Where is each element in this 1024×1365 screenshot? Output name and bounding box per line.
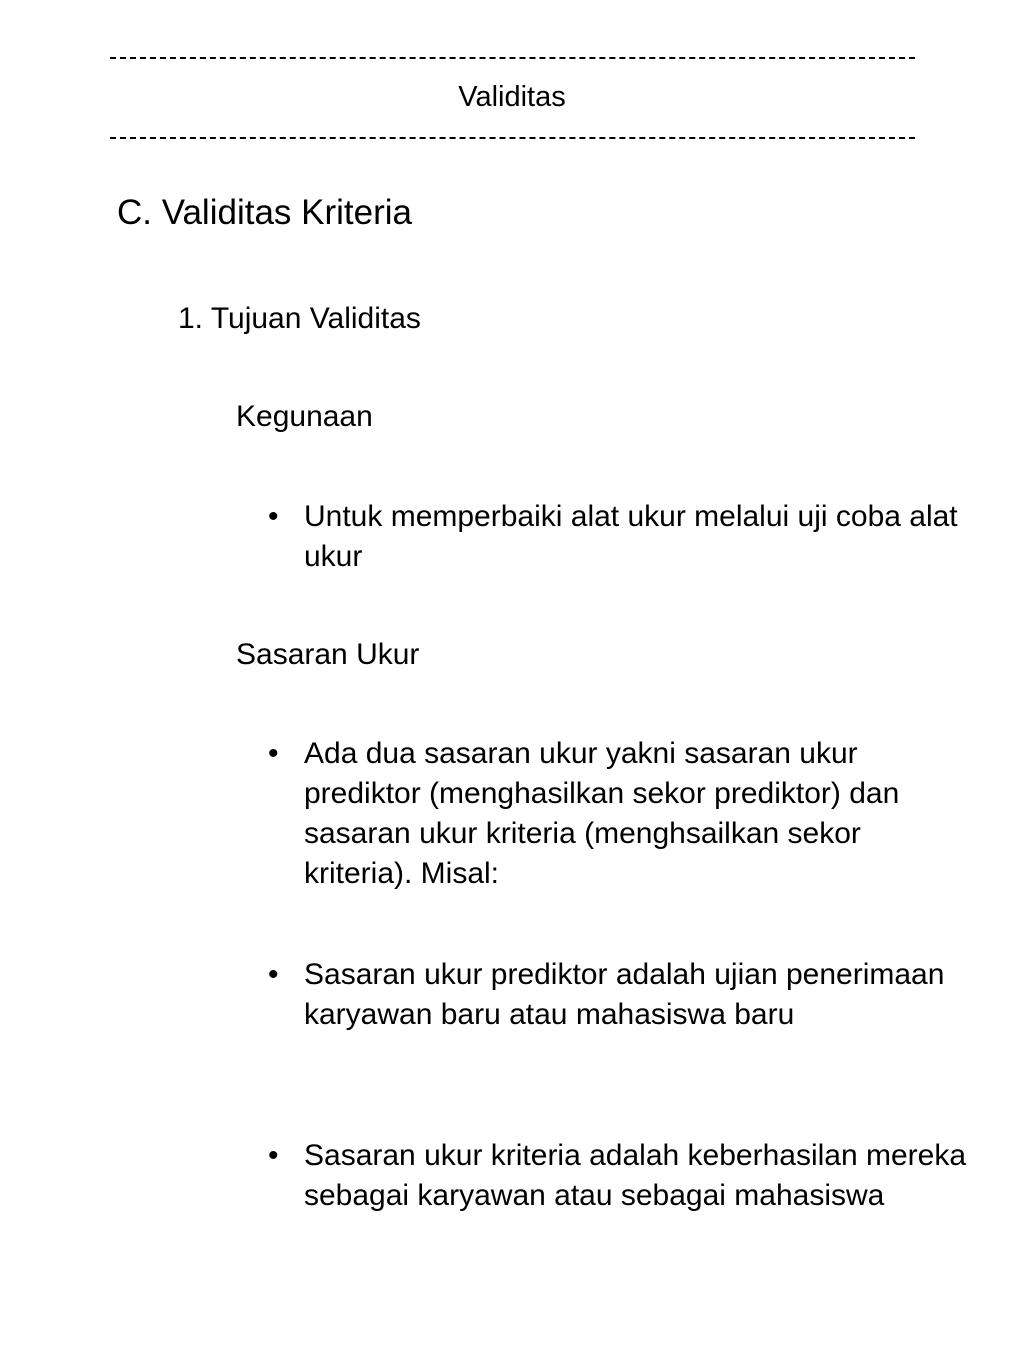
list-item-text: Sasaran ukur prediktor adalah ujian penerimaan karyawan baru atau mahasiswa baru <box>304 958 945 1031</box>
bullet-icon: • <box>268 737 279 770</box>
list-item-text: Ada dua sasaran ukur yakni sasaran ukur prediktor (menghasilkan sekor prediktor) dan sasaran ukur kriteria (menghsailkan sekor kriteria). Misal: <box>304 737 900 890</box>
label-kegunaan: Kegunaan <box>236 400 373 433</box>
list-item <box>268 734 968 894</box>
header-title: Validitas <box>458 81 566 113</box>
bullet-icon: • <box>268 958 279 991</box>
header-divider-bottom <box>110 137 915 139</box>
label-sasaran-ukur: Sasaran Ukur <box>236 638 420 671</box>
bullet-icon: • <box>268 500 279 533</box>
list-item-text: Sasaran ukur kriteria adalah keberhasilan mereka sebagai karyawan atau sebagai mahasiswa <box>304 1139 967 1212</box>
list-item <box>268 497 968 577</box>
list-item-text: Untuk memperbaiki alat ukur melalui uji coba alat ukur <box>304 500 958 573</box>
subsection-heading: 1. Tujuan Validitas <box>178 302 421 335</box>
header-divider-top <box>110 57 915 59</box>
section-heading: C. Validitas Kriteria <box>117 193 413 232</box>
bullet-icon: • <box>268 1139 279 1172</box>
list-item <box>268 955 968 1035</box>
list-item <box>268 1136 968 1216</box>
